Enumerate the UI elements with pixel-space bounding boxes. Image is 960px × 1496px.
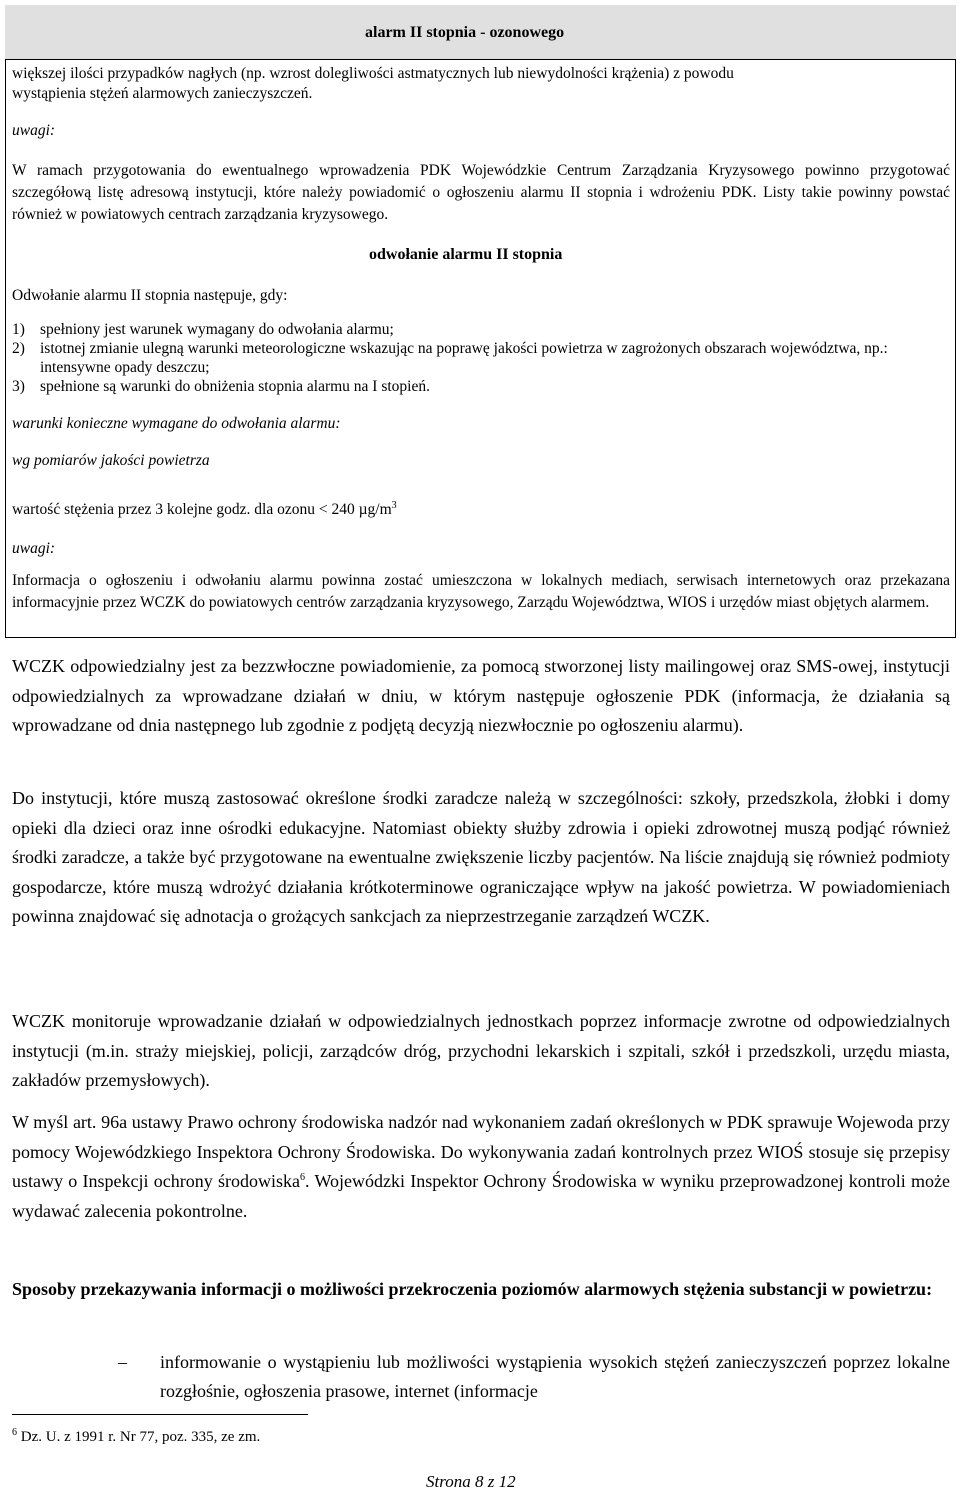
section-heading: Sposoby przekazywania informacji o możliwości przekroczenia poziomów alarmowych stężenia substancji w powietrzu: [12, 1279, 933, 1299]
bullet-dash: – [118, 1352, 127, 1372]
footnote: $^6$ Dz. U. z 1991 r. Nr 77, poz. 335, ze zm. [12, 1427, 261, 1445]
intro-text [12, 64, 947, 104]
paragraph-2: Do instytucji, które muszą zastosować określone środki zaradcze należą w szczególności: szkoły, przedszkola, żłobki i domy opieki dla dzieci oraz inne ośrodki edukacyjne. Natomiast obiekty służby zdrowia i opieki zdrowotnej muszą podjąć również środki zaradcze, a także być przygotowane na ewentualne zwiększenie liczby pacjentów. Na liście znajdują się również podmioty gospodarcze, które muszą wdrożyć działania krótkoterminowe ograniczające wpływ na jakość powietrza. W powiadomieniach powinna znajdować się adnotacja o grożących sankcjach za nieprzestrzeganie zarządzeń WCZK. [12, 788, 950, 926]
alarm-title: alarm II stopnia - ozonowego [365, 24, 565, 41]
uwagi-text-2: Informacja o ogłoszeniu i odwołaniu alarmu powinna zostać umieszczona w lokalnych mediach, serwisach internetowych oraz przekazana informacyjnie przez WCZK do powiatowych centrów zarządzania kryzysowego, Zarządu Województwa, WIOS i urzędów miast objętych alarmem. [12, 572, 950, 611]
required-conditions-label: warunki konieczne wymagane do odwołania alarmu: [12, 415, 341, 432]
uwagi-text-1: W ramach przygotowania do ewentualnego wprowadzenia PDK Wojewódzkie Centrum Zarządzania Kryzysowego powinno przygotować szczegółową listę adresową instytucji, które należy powiadomić o ogłoszeniu alarmu II stopnia i wdrożeniu PDK. Listy takie powinny powstać również w powiatowych centrach zarządzania kryzysowego. [12, 162, 950, 223]
list-item: 1) spełniony jest warunek wymagany do odwołania alarmu; [12, 321, 394, 338]
paragraph-3: WCZK monitoruje wprowadzanie działań w odpowiedzialnych jednostkach poprzez informacje zwrotne od odpowiedzialnych instytucji (m.in. straży miejskiej, policji, zarządców dróg, przychodni lekarskich i szpitali, szkół i przedszkoli, urzędu miasta, zakładów przemysłowych). [12, 1011, 950, 1090]
list-item: 2) istotnej zmianie ulegną warunki meteorologiczne wskazując na poprawę jakości powietrza w zagrożonych obszarach województwa, np.: intensywne opady deszczu; [12, 340, 888, 376]
paragraph-4: W myśl art. 96a ustawy Prawo ochrony środowiska nadzór nad wykonaniem zadań określonych w PDK sprawuje Wojewoda przy pomocy Wojewódzkiego Inspektora Ochrony Środowiska. Do wykonywania zadań kontrolnych przez WIOŚ stosuje się przepisy ustawy o Inspekcji ochrony środowiska$^6$. Wojewódzki Inspektor Ochrony Środowiska w wyniku przeprowadzonej kontroli może wydawać zalecenia pokontrolne. [12, 1112, 951, 1221]
concentration-condition: wartość stężenia przez 3 kolejne godz. dla ozonu < 240 $\mu g/m^3$ [12, 499, 397, 518]
footnote-separator [12, 1414, 308, 1415]
uwagi-label-2: uwagi: [12, 540, 56, 557]
paragraph-1: WCZK odpowiedzialny jest za bezzwłoczne powiadomienie, za pomocą stworzonej listy mailingowej oraz SMS-owej, instytucji odpowiedzialnych za wprowadzane działań w dniu, w którym następuje ogłoszenie PDK (informacja, że działania są wprowadzane od dnia następnego lub zgodnie z podjętą decyzją niezwłocznie po ogłoszeniu alarmu). [12, 656, 950, 735]
intro-line-2: wystąpienia stężeń alarmowych zanieczyszczeń. [12, 85, 313, 102]
page-number: Strona 8 z 12 [426, 1472, 516, 1491]
list-item: 3) spełnione są warunki do obniżenia stopnia alarmu na I stopień. [12, 378, 430, 395]
intro-line-1: większej ilości przypadków nagłych (np. wzrost dolegliwości astmatycznych lub niewydolności krążenia) z powodu [12, 65, 734, 82]
uwagi-label-1: uwagi: [12, 122, 56, 139]
cancel-subheader: odwołanie alarmu II stopnia [369, 246, 563, 263]
cancel-conditions-list [12, 320, 912, 396]
bullet-item-1: informowanie o wystąpieniu lub możliwości wystąpienia wysokich stężeń zanieczyszczeń poprzez lokalne rozgłośnie, ogłoszenia prasowe, internet (informacje [160, 1352, 950, 1401]
cancel-intro: Odwołanie alarmu II stopnia następuje, gdy: [12, 287, 288, 304]
measurement-label: wg pomiarów jakości powietrza [12, 452, 210, 469]
